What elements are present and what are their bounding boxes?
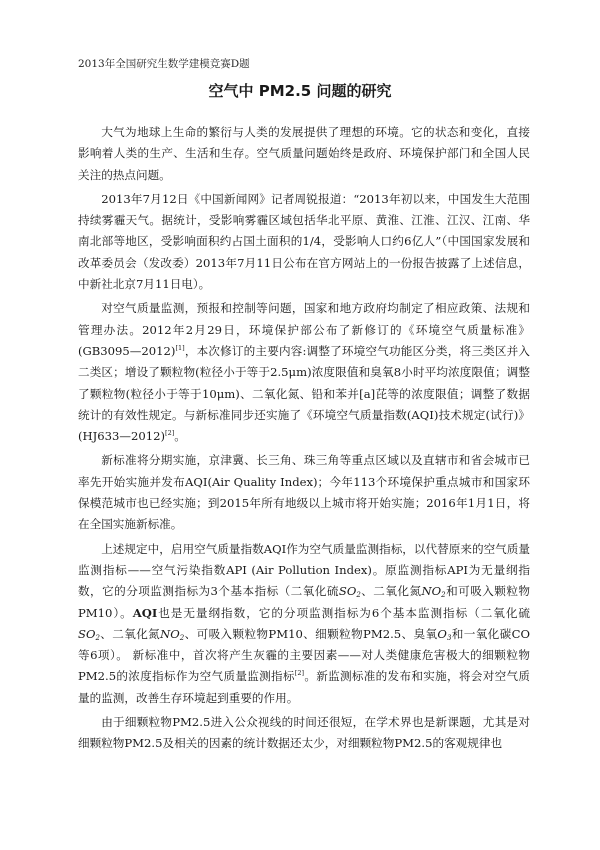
- formula-no2-2: $NO_2$: [160, 626, 185, 642]
- paragraph-5-text-h: 。新监测标准的发布和实施，将会对空气质量的监测，改善生存环境起到重要的作用。: [78, 669, 530, 705]
- paragraph-5: [78, 539, 530, 709]
- paragraph-5-text-a: 上述规定中，启用空气质量指数AQI作为空气质量监测指标，以代替原来的空气质量监测指标——空气污染指数API (Air Pollution Index)。原监测指标API为无量纲指数，它的分项监测指标为3个基本指标（二氧化硫: [78, 541, 530, 599]
- paragraph-5-text-e: 、二氧化氮: [99, 626, 161, 641]
- formula-so2: $SO_2$: [338, 584, 361, 600]
- paragraph-1: 大气为地球上生命的繁衍与人类的发展提供了理想的环境。它的状态和变化，直接影响着人类的生产、生活和生存。空气质量问题始终是政府、环境保护部门和全国人民关注的热点问题。: [78, 125, 530, 182]
- paragraph-4: 新标准将分期实施，京津冀、长三角、珠三角等重点区域以及直辖市和省会城市已率先开始实施并发布AQI(Air Quality Index)；今年113个环境保护重点城市和国家环保模范城市也已经实施；到2015年所有地级以上城市将开始实施；2016年1月1日，将在全国实施新标准。: [78, 453, 530, 532]
- aqi-term: AQI: [132, 605, 158, 620]
- paragraph-3-text-c: 。: [174, 429, 186, 444]
- paragraph-6: 由于细颗粒物PM2.5进入公众视线的时间还很短，在学术界也是新课题，尤其是对细颗粒物PM2.5及相关的因素的统计数据还太少，对细颗粒物PM2.5的客观规律也: [78, 715, 530, 751]
- paragraph-5-text-c: 和可吸入颗粒物PM10）。: [78, 584, 530, 620]
- formula-so2-2: $SO_2$: [78, 626, 100, 642]
- paragraph-3-text-a: 对空气质量监测，预报和控制等问题，国家和地方政府均制定了相应政策、法规和管理办法。2012年2月29日，环境保护部公布了新修订的《环境空气质量标准》(GB3095—2012): [78, 301, 530, 358]
- formula-no2: $NO_2$: [421, 584, 446, 600]
- document-body: [78, 122, 530, 758]
- paragraph-5-text-b: 、二氧化氮: [360, 584, 422, 599]
- citation-3: [2]: [294, 669, 305, 678]
- page-header: 2013年全国研究生数学建模竞赛D题: [78, 58, 250, 70]
- paragraph-5-text-f: 、可吸入颗粒物PM10、细颗粒物PM2.5、臭氧: [184, 626, 438, 641]
- document-title: 空气中 PM2.5 问题的研究: [208, 82, 392, 100]
- paragraph-2: 2013年7月12日《中国新闻网》记者周锐报道：“2013年初以来，中国发生大范围持续雾霾天气。据统计，受影响雾霾区域包括华北平原、黄淮、江淮、江汉、江南、华南北部等地区，受影响面积约占国土面积的1/4，受影响人口约6亿人”（中国国家发展和改革委员会（发改委）2013年7月11日公布在官方网站上的一份报告披露了上述信息，中新社北京7月11日电）。: [78, 191, 530, 292]
- formula-o3: $O_3$: [437, 626, 452, 642]
- citation-2: [2]: [165, 429, 175, 438]
- citation-1: [1]: [175, 343, 185, 352]
- paragraph-3: [78, 298, 530, 447]
- paragraph-3-text-b: ，本次修订的主要内容:调整了环境空气功能区分类，将三类区并入二类区；增设了颗粒物(粒径小于等于2.5μm)浓度限值和臭氧8小时平均浓度限值；调整了颗粒物(粒径小于等于10μm)、二氧化氮、铅和苯并[a]芘等的浓度限值；调整了数据统计的有效性规定。与新标准同步还实施了《环境空气质量指数(AQI)技术规定(试行)》 (HJ633—2012): [78, 343, 530, 444]
- paragraph-5-text-g: 和一氧化碳CO等6项）。 新标准中，首次将产生灰霾的主要因素——对人类健康危害极大的细颗粒物PM2.5的浓度指标作为空气质量监测指标: [78, 626, 530, 684]
- paragraph-5-text-d: 也是无量纲指数，它的分项监测指标为6个基本监测指标（二氧化硫: [157, 605, 530, 620]
